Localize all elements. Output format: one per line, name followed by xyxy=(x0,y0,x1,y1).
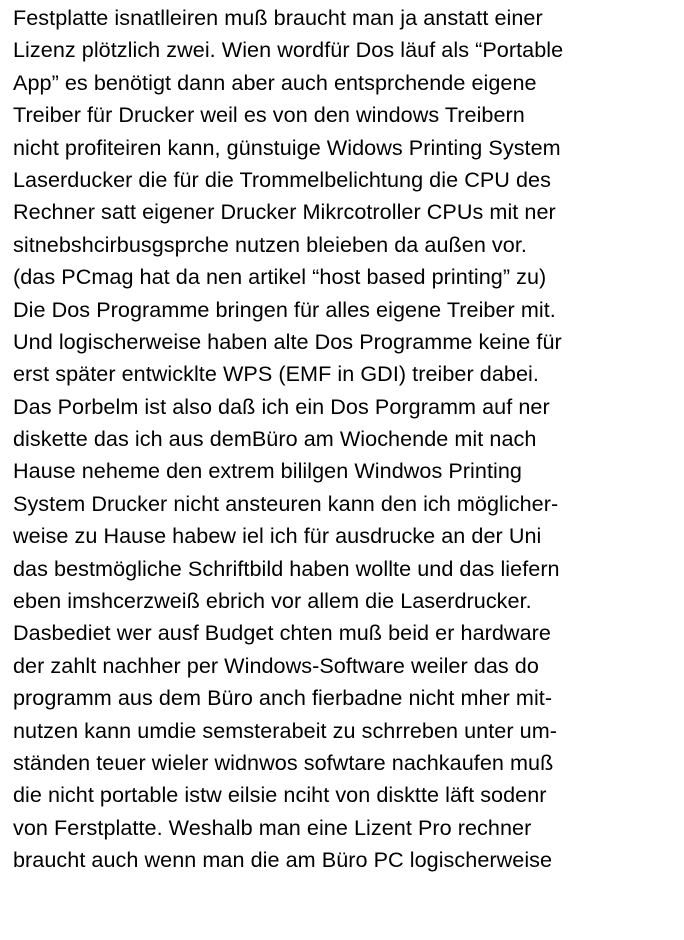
text-line: von Ferstplatte. Weshalb man eine Lizent Pro rechner xyxy=(13,814,532,840)
text-line: eben imshcerzweiß ebrich vor allem die Laserdrucker. xyxy=(13,588,532,614)
text-line: Treiber für Drucker weil es von den windows Treibern xyxy=(13,102,525,128)
text-line: sitnebshcirbusgsprche nutzen bleieben da außen vor. xyxy=(13,231,527,257)
text-line: Das Porbelm ist also daß ich ein Dos Porgramm auf ner xyxy=(13,393,550,419)
text-line: Dasbediet wer ausf Budget chten muß beid er hardware xyxy=(13,620,551,646)
text-line: (das PCmag hat da nen artikel “host based printing” zu) xyxy=(13,264,547,290)
text-line: nutzen kann umdie semsterabeit zu schrreben unter um- xyxy=(13,717,557,743)
text-line: Festplatte isnatlleiren muß braucht man ja anstatt einer xyxy=(13,5,543,30)
text-line: das bestmögliche Schriftbild haben wollte und das liefern xyxy=(13,555,560,581)
text-line: Rechner satt eigener Drucker Mikrcotroller CPUs mit ner xyxy=(13,199,556,225)
text-line: ständen teuer wieler widnwos sofwtare nachkaufen muß xyxy=(13,749,554,775)
text-line: Und logischerweise haben alte Dos Programme keine für xyxy=(13,328,562,354)
text-line: erst später entwicklte WPS (EMF in GDI) treiber dabei. xyxy=(13,361,539,387)
text-line: die nicht portable istw eilsie nciht von disktte läft sodenr xyxy=(13,782,547,808)
text-line: Laserducker die für die Trommelbelichtung die CPU des xyxy=(13,166,551,192)
text-line: programm aus dem Büro anch fierbadne nicht mher mit- xyxy=(13,685,553,711)
text-line: Hause neheme den extrem bililgen Windwos Printing xyxy=(13,458,522,484)
text-line: braucht auch wenn man die am Büro PC logischerweise xyxy=(13,847,553,873)
text-line: der zahlt nachher per Windows-Software weiler das do xyxy=(13,652,539,678)
text-line: System Drucker nicht ansteuren kann den ich möglicher- xyxy=(13,490,559,516)
text-line: diskette das ich aus demBüro am Wiochende mit nach xyxy=(13,426,537,452)
text-line: Lizenz plötzlich zwei. Wien wordfür Dos läuf als “Portable xyxy=(13,37,564,63)
text-line: nicht profiteiren kann, günstuige Widows Printing System xyxy=(13,134,561,160)
text-line: weise zu Hause habew iel ich für ausdrucke an der Uni xyxy=(13,523,542,549)
text-line: Die Dos Programme bringen für alles eigene Treiber mit. xyxy=(13,296,556,322)
text-line: App” es benötigt dann aber auch entsprchende eigene xyxy=(13,69,537,95)
body-text xyxy=(13,2,681,877)
